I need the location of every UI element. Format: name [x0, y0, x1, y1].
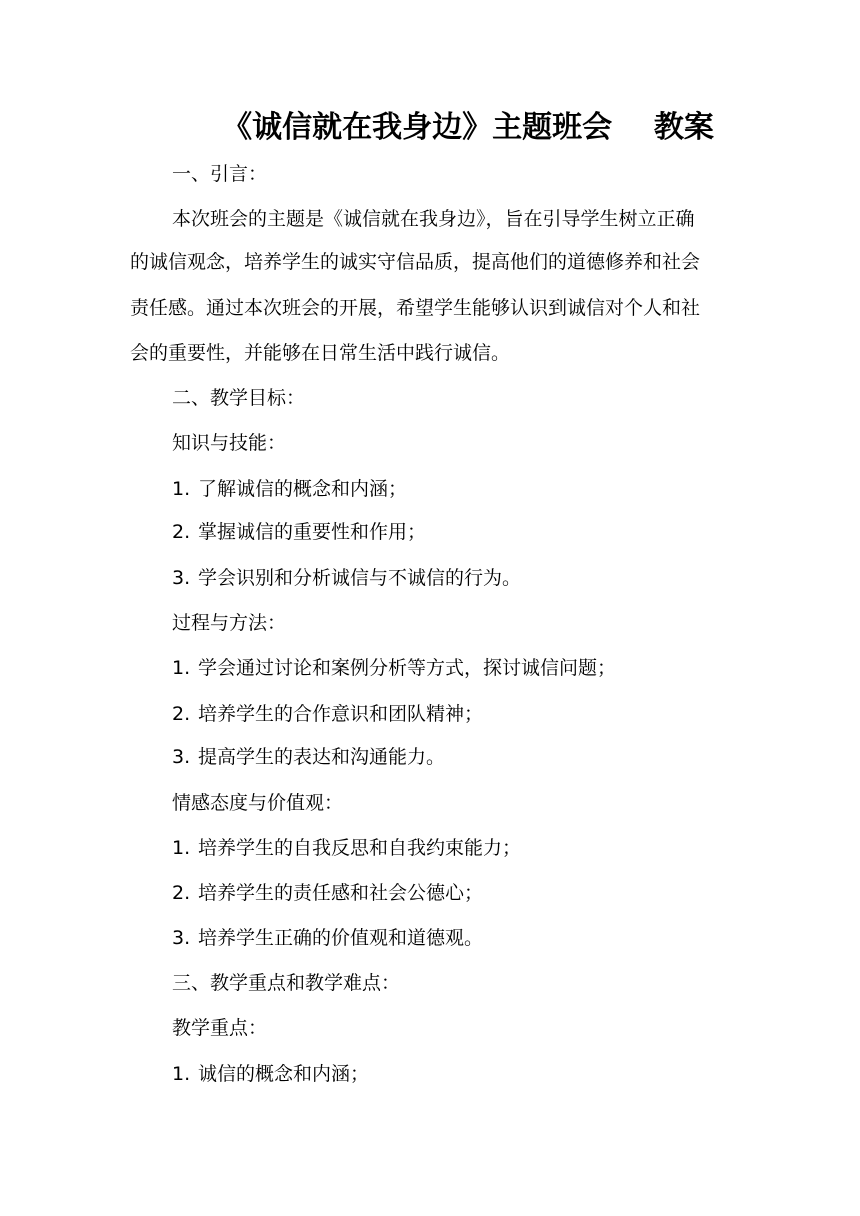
subheading-knowledge: 知识与技能： [172, 432, 287, 454]
list-item [172, 519, 732, 545]
list-text: 培养学生的责任感和社会公德心； [198, 882, 484, 904]
list-number: 1. [172, 837, 191, 859]
list-text: 培养学生的自我反思和自我约束能力； [198, 837, 522, 859]
list-text: 学会识别和分析诚信与不诚信的行为。 [198, 567, 522, 589]
list-item [172, 925, 732, 951]
intro-paragraph-line-4: 会的重要性，并能够在日常生活中践行诚信。 [130, 342, 511, 364]
intro-paragraph-line-1: 本次班会的主题是《诚信就在我身边》，旨在引导学生树立正确 [172, 208, 695, 230]
list-number: 1. [172, 657, 191, 679]
list-number: 1. [172, 1063, 191, 1085]
list-number: 3. [172, 746, 191, 768]
list-item [172, 476, 732, 502]
list-text: 学会通过讨论和案例分析等方式，探讨诚信问题； [198, 657, 617, 679]
subheading-emotion: 情感态度与价值观： [172, 792, 344, 814]
list-text: 培养学生正确的价值观和道德观。 [198, 927, 484, 949]
list-item [172, 835, 732, 861]
intro-paragraph-line-2: 的诚信观念，培养学生的诚实守信品质，提高他们的道德修养和社会 [130, 251, 701, 273]
list-text: 诚信的概念和内涵； [198, 1063, 370, 1085]
section-heading-goals: 二、教学目标： [172, 387, 306, 409]
list-item [172, 565, 732, 591]
section-heading-intro: 一、引言： [172, 163, 268, 185]
list-number: 2. [172, 882, 191, 904]
list-text: 了解诚信的概念和内涵； [198, 478, 408, 500]
list-number: 2. [172, 703, 191, 725]
subheading-process: 过程与方法： [172, 612, 287, 634]
list-text: 提高学生的表达和沟通能力。 [198, 746, 446, 768]
subheading-keypoints: 教学重点： [172, 1017, 268, 1039]
list-number: 3. [172, 567, 191, 589]
list-item [172, 744, 732, 770]
list-item [172, 701, 732, 727]
intro-paragraph-line-3: 责任感。通过本次班会的开展，希望学生能够认识到诚信对个人和社 [130, 297, 701, 319]
list-number: 1. [172, 478, 191, 500]
list-number: 2. [172, 521, 191, 543]
list-text: 培养学生的合作意识和团队精神； [198, 703, 484, 725]
list-item [172, 655, 732, 681]
section-heading-keypoints: 三、教学重点和教学难点： [172, 972, 401, 994]
list-item [172, 880, 732, 906]
list-text: 掌握诚信的重要性和作用； [198, 521, 427, 543]
list-item [172, 1061, 732, 1087]
document-title: 《诚信就在我身边》主题班会 教案 [222, 110, 714, 145]
list-number: 3. [172, 927, 191, 949]
